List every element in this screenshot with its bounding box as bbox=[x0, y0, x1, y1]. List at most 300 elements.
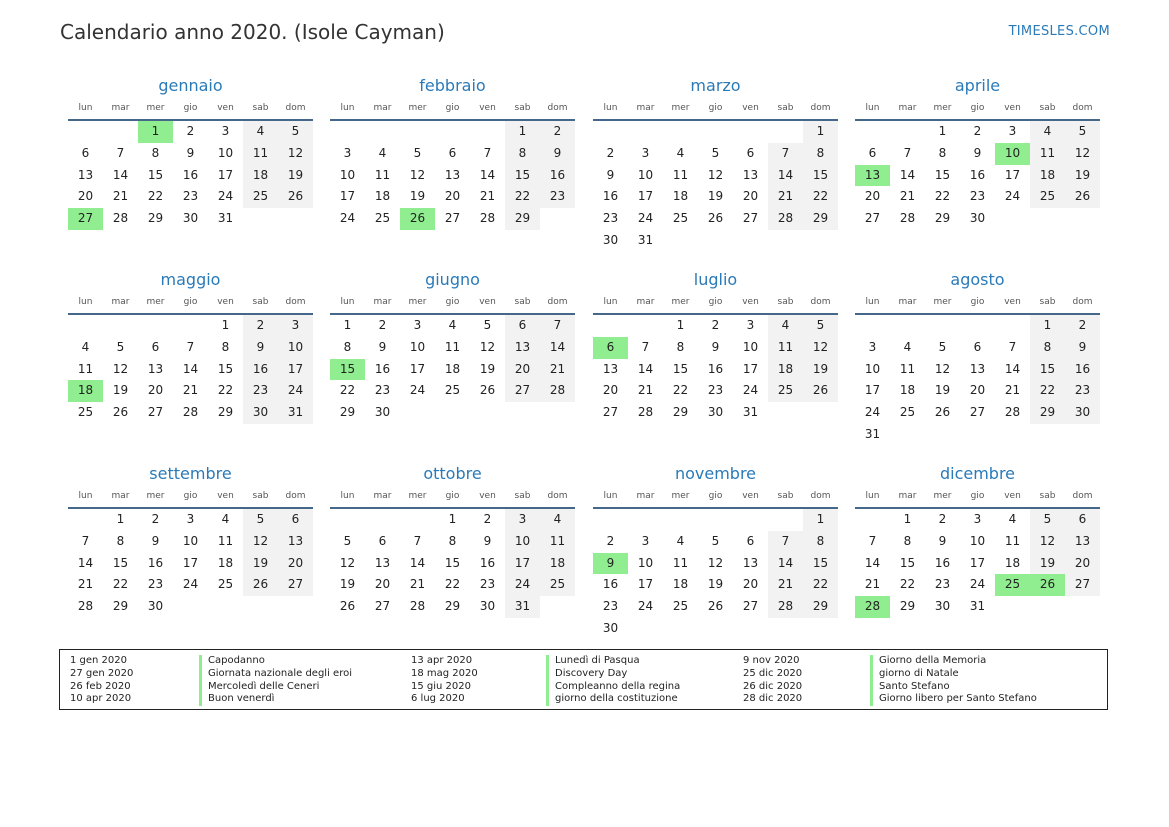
day-cell: 21 bbox=[768, 574, 803, 596]
day-cell: 12 bbox=[409, 167, 426, 182]
day-cell: 17 bbox=[339, 189, 356, 204]
empty-cell bbox=[855, 121, 890, 143]
day-cell: 11 bbox=[768, 337, 803, 359]
month-aprile bbox=[855, 74, 1100, 230]
day-cell: 22 bbox=[934, 189, 951, 204]
day-cell: 30 bbox=[1065, 402, 1100, 424]
month-title: dicembre bbox=[939, 464, 1016, 483]
day-cell: 14 bbox=[864, 555, 881, 570]
empty-cell bbox=[698, 121, 733, 143]
weekday-header: ven bbox=[470, 292, 505, 315]
day-cell: 5 bbox=[343, 533, 352, 548]
weekday-header: sab bbox=[1030, 292, 1065, 315]
empty-cell bbox=[698, 230, 733, 252]
day-cell: 14 bbox=[182, 361, 199, 376]
weekday-header: ven bbox=[733, 486, 768, 509]
weekday-header: mar bbox=[628, 98, 663, 121]
empty-cell bbox=[698, 618, 733, 640]
day-cell: 31 bbox=[637, 232, 654, 247]
day-cell: 7 bbox=[641, 339, 650, 354]
day-cell: 10 bbox=[217, 145, 234, 160]
day-cell: 27 bbox=[742, 599, 759, 614]
day-cell: 3 bbox=[413, 318, 422, 332]
day-cell: 2 bbox=[606, 145, 615, 160]
empty-cell bbox=[330, 121, 365, 143]
month-grid bbox=[855, 98, 1100, 230]
weekday-header: sab bbox=[505, 486, 540, 509]
day-cell: 15 bbox=[330, 359, 365, 381]
day-cell: 28 bbox=[479, 211, 496, 226]
day-cell: 27 bbox=[505, 380, 540, 402]
day-cell: 26 bbox=[707, 211, 724, 226]
day-cell: 1 bbox=[676, 318, 685, 332]
day-cell: 19 bbox=[707, 577, 724, 592]
day-cell: 4 bbox=[1008, 512, 1017, 526]
day-cell: 10 bbox=[637, 167, 654, 182]
day-cell: 23 bbox=[243, 380, 278, 402]
day-cell: 15 bbox=[803, 553, 838, 575]
day-cell: 30 bbox=[243, 402, 278, 424]
weekday-header: mar bbox=[103, 486, 138, 509]
month-agosto bbox=[855, 268, 1100, 446]
day-cell: 19 bbox=[339, 577, 356, 592]
weekday-header: gio bbox=[435, 292, 470, 315]
day-cell: 29 bbox=[505, 208, 540, 230]
day-cell: 28 bbox=[77, 599, 94, 614]
day-cell: 5 bbox=[711, 145, 720, 160]
day-cell: 17 bbox=[742, 361, 759, 376]
day-cell: 26 bbox=[934, 405, 951, 420]
day-cell: 2 bbox=[938, 512, 947, 526]
day-cell: 25 bbox=[77, 405, 94, 420]
empty-cell bbox=[68, 121, 103, 143]
month-title: novembre bbox=[674, 464, 757, 483]
day-cell: 28 bbox=[112, 211, 129, 226]
empty-cell bbox=[330, 509, 365, 531]
day-cell: 20 bbox=[1065, 553, 1100, 575]
month-title: aprile bbox=[954, 76, 1001, 95]
day-cell: 4 bbox=[540, 509, 575, 531]
day-cell: 3 bbox=[973, 512, 982, 526]
month-luglio bbox=[593, 268, 838, 424]
weekday-header: dom bbox=[540, 292, 575, 315]
day-cell: 17 bbox=[1004, 167, 1021, 182]
month-settembre bbox=[68, 462, 313, 618]
empty-cell bbox=[890, 424, 925, 446]
day-cell: 10 bbox=[505, 531, 540, 553]
empty-cell bbox=[890, 315, 925, 337]
weekday-header: lun bbox=[68, 486, 103, 509]
weekday-header: gio bbox=[960, 98, 995, 121]
day-cell: 18 bbox=[374, 189, 391, 204]
day-cell: 14 bbox=[768, 553, 803, 575]
day-cell: 5 bbox=[483, 318, 492, 332]
day-cell: 15 bbox=[112, 555, 129, 570]
day-cell: 19 bbox=[1065, 165, 1100, 187]
day-cell: 16 bbox=[969, 167, 986, 182]
day-cell: 10 bbox=[182, 533, 199, 548]
day-cell: 11 bbox=[899, 361, 916, 376]
day-cell: 6 bbox=[593, 337, 628, 359]
day-cell: 1 bbox=[903, 512, 912, 526]
day-cell: 25 bbox=[1030, 186, 1065, 208]
day-cell: 16 bbox=[374, 361, 391, 376]
day-cell: 23 bbox=[147, 577, 164, 592]
day-cell: 8 bbox=[803, 531, 838, 553]
day-cell: 11 bbox=[1004, 533, 1021, 548]
day-cell: 20 bbox=[505, 359, 540, 381]
day-cell: 29 bbox=[217, 405, 234, 420]
weekday-header: sab bbox=[243, 486, 278, 509]
day-cell: 17 bbox=[637, 577, 654, 592]
weekday-header: ven bbox=[995, 486, 1030, 509]
day-cell: 1 bbox=[505, 121, 540, 143]
day-cell: 12 bbox=[278, 143, 313, 165]
month-novembre bbox=[593, 462, 838, 640]
day-cell: 24 bbox=[637, 211, 654, 226]
month-maggio bbox=[68, 268, 313, 424]
day-cell: 23 bbox=[707, 383, 724, 398]
day-cell: 27 bbox=[278, 574, 313, 596]
empty-cell bbox=[733, 121, 768, 143]
day-cell: 6 bbox=[505, 315, 540, 337]
day-cell: 18 bbox=[768, 359, 803, 381]
day-cell: 13 bbox=[855, 165, 890, 187]
month-ottobre bbox=[330, 462, 575, 618]
empty-cell bbox=[243, 208, 278, 230]
day-cell: 19 bbox=[803, 359, 838, 381]
day-cell: 6 bbox=[151, 339, 160, 354]
day-cell: 11 bbox=[672, 167, 689, 182]
day-cell: 7 bbox=[116, 145, 125, 160]
empty-cell bbox=[173, 596, 208, 618]
day-cell: 18 bbox=[899, 383, 916, 398]
day-cell: 20 bbox=[77, 189, 94, 204]
day-cell: 10 bbox=[969, 533, 986, 548]
empty-cell bbox=[995, 208, 1030, 230]
month-grid bbox=[68, 486, 313, 618]
day-cell: 13 bbox=[742, 555, 759, 570]
month-title: gennaio bbox=[158, 76, 223, 95]
page-title: Calendario anno 2020. (Isole Cayman) bbox=[60, 20, 445, 44]
day-cell: 9 bbox=[606, 167, 615, 182]
day-cell: 17 bbox=[969, 555, 986, 570]
empty-cell bbox=[540, 208, 575, 230]
day-cell: 14 bbox=[899, 167, 916, 182]
day-cell: 2 bbox=[1065, 315, 1100, 337]
month-giugno bbox=[330, 268, 575, 424]
day-cell: 22 bbox=[339, 383, 356, 398]
day-cell: 19 bbox=[112, 383, 129, 398]
weekday-header: ven bbox=[733, 98, 768, 121]
day-cell: 8 bbox=[505, 143, 540, 165]
day-cell: 17 bbox=[864, 383, 881, 398]
weekday-header: gio bbox=[173, 292, 208, 315]
day-cell: 22 bbox=[444, 577, 461, 592]
day-cell: 26 bbox=[243, 574, 278, 596]
day-cell: 12 bbox=[1065, 143, 1100, 165]
legend-names-2: Lunedì di Pasqua Discovery Day Compleanno della regina giorno della costituzione bbox=[546, 655, 680, 706]
day-cell: 28 bbox=[768, 208, 803, 230]
day-cell: 11 bbox=[374, 167, 391, 182]
day-cell: 12 bbox=[707, 167, 724, 182]
day-cell: 2 bbox=[243, 315, 278, 337]
weekday-header: gio bbox=[173, 486, 208, 509]
day-cell: 20 bbox=[602, 383, 619, 398]
day-cell: 26 bbox=[278, 186, 313, 208]
day-cell: 7 bbox=[483, 145, 492, 160]
day-cell: 12 bbox=[339, 555, 356, 570]
empty-cell bbox=[663, 230, 698, 252]
day-cell: 25 bbox=[672, 599, 689, 614]
day-cell: 26 bbox=[400, 208, 435, 230]
empty-cell bbox=[470, 121, 505, 143]
brand-link[interactable]: TIMESLES.COM bbox=[1008, 24, 1110, 39]
day-cell: 9 bbox=[593, 553, 628, 575]
day-cell: 2 bbox=[973, 124, 982, 138]
day-cell: 24 bbox=[637, 599, 654, 614]
day-cell: 13 bbox=[147, 361, 164, 376]
day-cell: 23 bbox=[602, 211, 619, 226]
day-cell: 4 bbox=[1030, 121, 1065, 143]
day-cell: 18 bbox=[217, 555, 234, 570]
day-cell: 11 bbox=[540, 531, 575, 553]
weekday-header: mar bbox=[890, 486, 925, 509]
day-cell: 3 bbox=[641, 533, 650, 548]
day-cell: 20 bbox=[969, 383, 986, 398]
day-cell: 27 bbox=[969, 405, 986, 420]
day-cell: 14 bbox=[1004, 361, 1021, 376]
day-cell: 1 bbox=[803, 121, 838, 143]
day-cell: 28 bbox=[1004, 405, 1021, 420]
month-grid bbox=[330, 98, 575, 230]
day-cell: 1 bbox=[448, 512, 457, 526]
empty-cell bbox=[435, 121, 470, 143]
day-cell: 10 bbox=[339, 167, 356, 182]
weekday-header: gio bbox=[960, 486, 995, 509]
day-cell: 18 bbox=[672, 189, 689, 204]
weekday-header: ven bbox=[995, 98, 1030, 121]
day-cell: 6 bbox=[746, 145, 755, 160]
day-cell: 13 bbox=[374, 555, 391, 570]
day-cell: 9 bbox=[711, 339, 720, 354]
day-cell: 4 bbox=[378, 145, 387, 160]
empty-cell bbox=[68, 509, 103, 531]
day-cell: 24 bbox=[505, 574, 540, 596]
day-cell: 4 bbox=[676, 145, 685, 160]
day-cell: 19 bbox=[934, 383, 951, 398]
day-cell: 30 bbox=[602, 620, 619, 635]
empty-cell bbox=[365, 509, 400, 531]
empty-cell bbox=[768, 618, 803, 640]
month-grid bbox=[855, 292, 1100, 446]
day-cell: 28 bbox=[409, 599, 426, 614]
empty-cell bbox=[768, 121, 803, 143]
day-cell: 21 bbox=[540, 359, 575, 381]
day-cell: 14 bbox=[637, 361, 654, 376]
day-cell: 29 bbox=[112, 599, 129, 614]
weekday-header: dom bbox=[540, 98, 575, 121]
day-cell: 3 bbox=[641, 145, 650, 160]
day-cell: 17 bbox=[278, 359, 313, 381]
day-cell: 23 bbox=[602, 599, 619, 614]
day-cell: 10 bbox=[637, 555, 654, 570]
day-cell: 27 bbox=[742, 211, 759, 226]
day-cell: 7 bbox=[81, 533, 90, 548]
empty-cell bbox=[995, 424, 1030, 446]
day-cell: 8 bbox=[448, 533, 457, 548]
day-cell: 18 bbox=[540, 553, 575, 575]
weekday-header: sab bbox=[768, 292, 803, 315]
day-cell: 21 bbox=[637, 383, 654, 398]
empty-cell bbox=[663, 121, 698, 143]
empty-cell bbox=[733, 230, 768, 252]
month-dicembre bbox=[855, 462, 1100, 618]
day-cell: 22 bbox=[672, 383, 689, 398]
day-cell: 1 bbox=[938, 124, 947, 138]
day-cell: 15 bbox=[672, 361, 689, 376]
empty-cell bbox=[103, 121, 138, 143]
empty-cell bbox=[435, 402, 470, 424]
day-cell: 6 bbox=[868, 145, 877, 160]
holiday-legend bbox=[59, 649, 1108, 710]
day-cell: 13 bbox=[602, 361, 619, 376]
day-cell: 8 bbox=[803, 143, 838, 165]
day-cell: 3 bbox=[868, 339, 877, 354]
empty-cell bbox=[628, 509, 663, 531]
day-cell: 6 bbox=[378, 533, 387, 548]
day-cell: 29 bbox=[1030, 402, 1065, 424]
day-cell: 21 bbox=[77, 577, 94, 592]
day-cell: 30 bbox=[479, 599, 496, 614]
day-cell: 13 bbox=[969, 361, 986, 376]
month-title: giugno bbox=[425, 270, 480, 289]
day-cell: 15 bbox=[147, 167, 164, 182]
day-cell: 19 bbox=[409, 189, 426, 204]
day-cell: 30 bbox=[707, 405, 724, 420]
day-cell: 2 bbox=[540, 121, 575, 143]
day-cell: 14 bbox=[479, 167, 496, 182]
day-cell: 9 bbox=[1065, 337, 1100, 359]
day-cell: 13 bbox=[77, 167, 94, 182]
day-cell: 10 bbox=[864, 361, 881, 376]
day-cell: 22 bbox=[803, 186, 838, 208]
empty-cell bbox=[400, 402, 435, 424]
weekday-header: lun bbox=[330, 486, 365, 509]
empty-cell bbox=[803, 230, 838, 252]
weekday-header: dom bbox=[278, 486, 313, 509]
weekday-header: mar bbox=[890, 98, 925, 121]
weekday-header: lun bbox=[855, 98, 890, 121]
day-cell: 5 bbox=[1065, 121, 1100, 143]
day-cell: 23 bbox=[182, 189, 199, 204]
day-cell: 31 bbox=[505, 596, 540, 618]
weekday-header: sab bbox=[243, 98, 278, 121]
weekday-header: sab bbox=[505, 292, 540, 315]
day-cell: 21 bbox=[1004, 383, 1021, 398]
day-cell: 5 bbox=[938, 339, 947, 354]
day-cell: 7 bbox=[868, 533, 877, 548]
day-cell: 31 bbox=[864, 426, 881, 441]
day-cell: 6 bbox=[746, 533, 755, 548]
day-cell: 13 bbox=[444, 167, 461, 182]
weekday-header: dom bbox=[278, 98, 313, 121]
empty-cell bbox=[593, 121, 628, 143]
day-cell: 29 bbox=[803, 596, 838, 618]
day-cell: 27 bbox=[147, 405, 164, 420]
weekday-header: ven bbox=[470, 98, 505, 121]
empty-cell bbox=[243, 596, 278, 618]
day-cell: 2 bbox=[378, 318, 387, 332]
day-cell: 3 bbox=[186, 512, 195, 526]
day-cell: 9 bbox=[540, 143, 575, 165]
weekday-header: mer bbox=[400, 292, 435, 315]
empty-cell bbox=[768, 402, 803, 424]
day-cell: 15 bbox=[505, 165, 540, 187]
weekday-header: dom bbox=[540, 486, 575, 509]
weekday-header: sab bbox=[1030, 486, 1065, 509]
day-cell: 9 bbox=[938, 533, 947, 548]
weekday-header: gio bbox=[698, 98, 733, 121]
day-cell: 29 bbox=[672, 405, 689, 420]
day-cell: 18 bbox=[1004, 555, 1021, 570]
empty-cell bbox=[733, 618, 768, 640]
day-cell: 6 bbox=[81, 145, 90, 160]
month-marzo bbox=[593, 74, 838, 252]
weekday-header: ven bbox=[470, 486, 505, 509]
empty-cell bbox=[803, 402, 838, 424]
empty-cell bbox=[925, 424, 960, 446]
day-cell: 28 bbox=[899, 211, 916, 226]
legend-dates-2: 13 apr 2020 18 mag 2020 15 giu 2020 6 lug 2020 bbox=[411, 655, 478, 705]
weekday-header: sab bbox=[768, 486, 803, 509]
day-cell: 30 bbox=[969, 211, 986, 226]
day-cell: 28 bbox=[855, 596, 890, 618]
day-cell: 11 bbox=[444, 339, 461, 354]
day-cell: 6 bbox=[1065, 509, 1100, 531]
day-cell: 25 bbox=[995, 574, 1030, 596]
empty-cell bbox=[768, 230, 803, 252]
day-cell: 14 bbox=[77, 555, 94, 570]
day-cell: 28 bbox=[768, 596, 803, 618]
empty-cell bbox=[400, 121, 435, 143]
day-cell: 24 bbox=[339, 211, 356, 226]
month-febbraio bbox=[330, 74, 575, 230]
day-cell: 12 bbox=[934, 361, 951, 376]
day-cell: 24 bbox=[1004, 189, 1021, 204]
weekday-header: gio bbox=[435, 98, 470, 121]
day-cell: 22 bbox=[217, 383, 234, 398]
day-cell: 19 bbox=[479, 361, 496, 376]
day-cell: 20 bbox=[147, 383, 164, 398]
weekday-header: dom bbox=[803, 292, 838, 315]
day-cell: 12 bbox=[707, 555, 724, 570]
weekday-header: mar bbox=[365, 292, 400, 315]
day-cell: 3 bbox=[278, 315, 313, 337]
empty-cell bbox=[278, 596, 313, 618]
day-cell: 26 bbox=[339, 599, 356, 614]
legend-names-3: Giorno della Memoria giorno di Natale Santo Stefano Giorno libero per Santo Stefano bbox=[870, 655, 1037, 706]
day-cell: 31 bbox=[278, 402, 313, 424]
day-cell: 10 bbox=[409, 339, 426, 354]
day-cell: 18 bbox=[444, 361, 461, 376]
empty-cell bbox=[138, 315, 173, 337]
empty-cell bbox=[628, 618, 663, 640]
day-cell: 13 bbox=[278, 531, 313, 553]
day-cell: 17 bbox=[409, 361, 426, 376]
day-cell: 25 bbox=[444, 383, 461, 398]
empty-cell bbox=[925, 315, 960, 337]
